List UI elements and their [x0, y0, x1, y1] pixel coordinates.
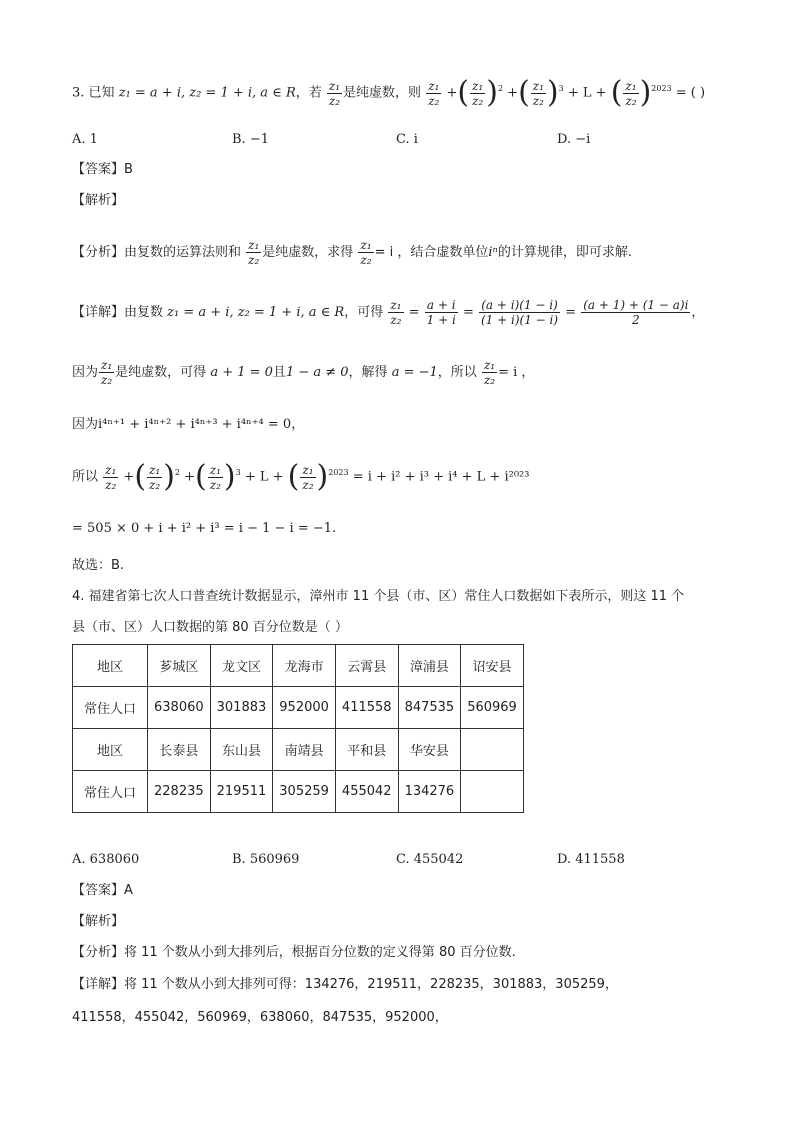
q4-fenxi: 【分析】将 11 个数从小到大排列后，根据百分位数的定义得第 80 百分位数. [72, 945, 516, 960]
table-cell: 龙文区 [210, 645, 273, 687]
q3-because: 因为 $\frac{\text{z₁}}{\text{z₂}}$ 是纯虚数，可得 a + 1 = 0且1 − a ≠ 0，解得 a = −1，所以 $\frac{\text{z₁}}{\text{z₂}}$ = i ， [72, 358, 535, 387]
q4-stem-line2: 县（市、区）人口数据的第 80 百分位数是（ ） [72, 620, 348, 635]
q4-xiangjie-cont: 411558，455042，560969，638060，847535，952000， [72, 1010, 448, 1025]
fraction-z1-z2: $\frac{\text{z₁}}{\text{z₂}}$ [532, 78, 544, 108]
fraction-z1-z2: $\frac{\text{z₁}}{\text{z₂}}$ [625, 78, 637, 108]
q3-condition: z₁ = a + i, z₂ = 1 + i, a ∈ R [118, 85, 296, 101]
table-cell: 301883 [210, 687, 273, 729]
table-cell: 228235 [148, 771, 211, 813]
fraction-conjugate: $\frac{(a + i)(1 - i)}{(1 + i)(1 - i)}$ [481, 298, 559, 327]
table-cell: 漳浦县 [398, 645, 461, 687]
table-cell: 560969 [461, 687, 524, 729]
table-row [73, 771, 524, 813]
table-cell: 455042 [335, 771, 398, 813]
q4-stem-line1: 4. 福建省第七次人口普查统计数据显示，漳州市 11 个县（市、区）常住人口数据如下表所示，则这 11 个 [72, 589, 685, 604]
q3-i-sum: 因为i⁴ⁿ⁺¹ + i⁴ⁿ⁺² + i⁴ⁿ⁺³ + i⁴ⁿ⁺⁴ = 0， [72, 417, 305, 432]
fraction-z1-z2: $\frac{\text{z₁}}{\text{z₂}}$ [248, 238, 260, 267]
table-cell: 东山县 [210, 729, 273, 771]
fraction-z1-z2: $\frac{\text{z₁}}{\text{z₂}}$ [101, 358, 113, 387]
table-cell [461, 771, 524, 813]
table-cell [461, 729, 524, 771]
table-cell: 常住人口 [73, 687, 148, 729]
q3-option-c: C. i [396, 132, 418, 147]
q3-choose: 故选：B. [72, 558, 125, 573]
q3-xiangjie: 【详解】由复数 z₁ = a + i, z₂ = 1 + i, a ∈ R，可得 $\frac{\text{z₁}}{\text{z₂}}$ = $\frac{a + i}{1 + i}$ = $\frac{(a + i)(1 - i)}{(1 + i)(1 - i)}$ = $\frac{(a + 1) + (1 - a)i}{2}$ ， [72, 298, 705, 327]
table-cell: 地区 [73, 645, 148, 687]
q3-option-d: D. −i [557, 132, 591, 147]
q3-analysis-heading: 【解析】 [72, 193, 125, 208]
q3-fenxi: 【分析】由复数的运算法则和 $\frac{\text{z₁}}{\text{z₂}}$ 是纯虚数，求得 $\frac{\text{z₁}}{\text{z₂}}$ = i ，结合虚数单位iⁿ的计算规律，即可求解. [72, 238, 632, 267]
table-row [73, 645, 524, 687]
table-row [73, 729, 524, 771]
q4-option-d: D. 411558 [557, 852, 625, 867]
table-cell: 847535 [398, 687, 461, 729]
table-cell: 219511 [210, 771, 273, 813]
table-cell: 134276 [398, 771, 461, 813]
q4-analysis-heading: 【解析】 [72, 914, 125, 929]
fraction-result: $\frac{(a + 1) + (1 - a)i}{2}$ [583, 298, 689, 327]
fraction-z1-z2: $\frac{\text{z₁}}{\text{z₂}}$ [302, 462, 314, 492]
fraction-z1-z2: $\frac{\text{z₁}}{\text{z₂}}$ [360, 238, 372, 267]
table-cell: 地区 [73, 729, 148, 771]
fraction-z1-z2: $\frac{\text{z₁}}{\text{z₂}}$ [149, 462, 161, 492]
fraction-a-i-over-1-i: $\frac{a + i}{1 + i}$ [426, 298, 456, 327]
table-cell: 芗城区 [148, 645, 211, 687]
q4-option-a: A. 638060 [72, 852, 140, 867]
fraction-z1-z2: $\frac{\text{z₁}}{\text{z₂}}$ [390, 298, 402, 327]
q4-answer: 【答案】A [72, 883, 133, 898]
fraction-z1-z2: $\frac{\text{z₁}}{\text{z₂}}$ [428, 78, 440, 108]
table-cell: 平和县 [335, 729, 398, 771]
table-cell: 411558 [335, 687, 398, 729]
fraction-z1-z2: $\frac{\text{z₁}}{\text{z₂}}$ [483, 358, 496, 387]
q3-option-b: B. −1 [232, 132, 269, 147]
q3-so: 所以 $\frac{\text{z₁}}{\text{z₂}}$ +( $\frac{\text{z₁}}{\text{z₂}}$ )$^2$ +( $\frac{\text{z₁}}{\text{z₂}}$ )$^3$ + L + ( $\frac{\text{z₁}}{\text{z₂}}$ )$^{2023}$ = i + i² + i³ + i⁴ + L + i²⁰²³ [72, 459, 530, 494]
table-cell: 云霄县 [335, 645, 398, 687]
table-cell: 龙海市 [273, 645, 336, 687]
q4-xiangjie: 【详解】将 11 个数从小到大排列可得：134276，219511，228235，301883，305259， [72, 977, 618, 992]
q3-blank: = ( ) [675, 85, 706, 101]
table-cell: 305259 [273, 771, 336, 813]
q3-answer: 【答案】B [72, 162, 133, 177]
q3-stem: 3. 已知 z₁ = a + i, z₂ = 1 + i, a ∈ R，若 $\frac{\text{z₁}}{\text{z₂}}$ 是纯虚数，则 $\frac{\text{z₁}}{\text{z₂}}$ +( $\frac{\text{z₁}}{\text{z₂}}$ )$^2$ +( $\frac{\text{z₁}}{\text{z₂}}$ )$^3$ + L + ( $\frac{\text{z₁}}{\text{z₂}}$ )$^{2023}$ = ( ) [72, 75, 706, 110]
table-cell: 诏安县 [461, 645, 524, 687]
q3-option-a: A. 1 [72, 132, 98, 147]
fraction-z1-z2: $\frac{\text{z₁}}{\text{z₂}}$ [105, 462, 117, 492]
table-cell: 华安县 [398, 729, 461, 771]
q3-result: = 505 × 0 + i + i² + i³ = i − 1 − i = −1. [72, 521, 337, 536]
table-cell: 952000 [273, 687, 336, 729]
table-cell: 长泰县 [148, 729, 211, 771]
fraction-z1-z2: $\frac{\text{z₁}}{\text{z₂}}$ [328, 78, 341, 108]
q4-option-b: B. 560969 [232, 852, 300, 867]
fraction-z1-z2: $\frac{\text{z₁}}{\text{z₂}}$ [472, 78, 484, 108]
table-cell: 常住人口 [73, 771, 148, 813]
fraction-z1-z2: $\frac{\text{z₁}}{\text{z₂}}$ [209, 462, 221, 492]
population-table [72, 644, 524, 813]
table-cell: 638060 [148, 687, 211, 729]
table-cell: 南靖县 [273, 729, 336, 771]
q4-option-c: C. 455042 [396, 852, 464, 867]
table-row [73, 687, 524, 729]
